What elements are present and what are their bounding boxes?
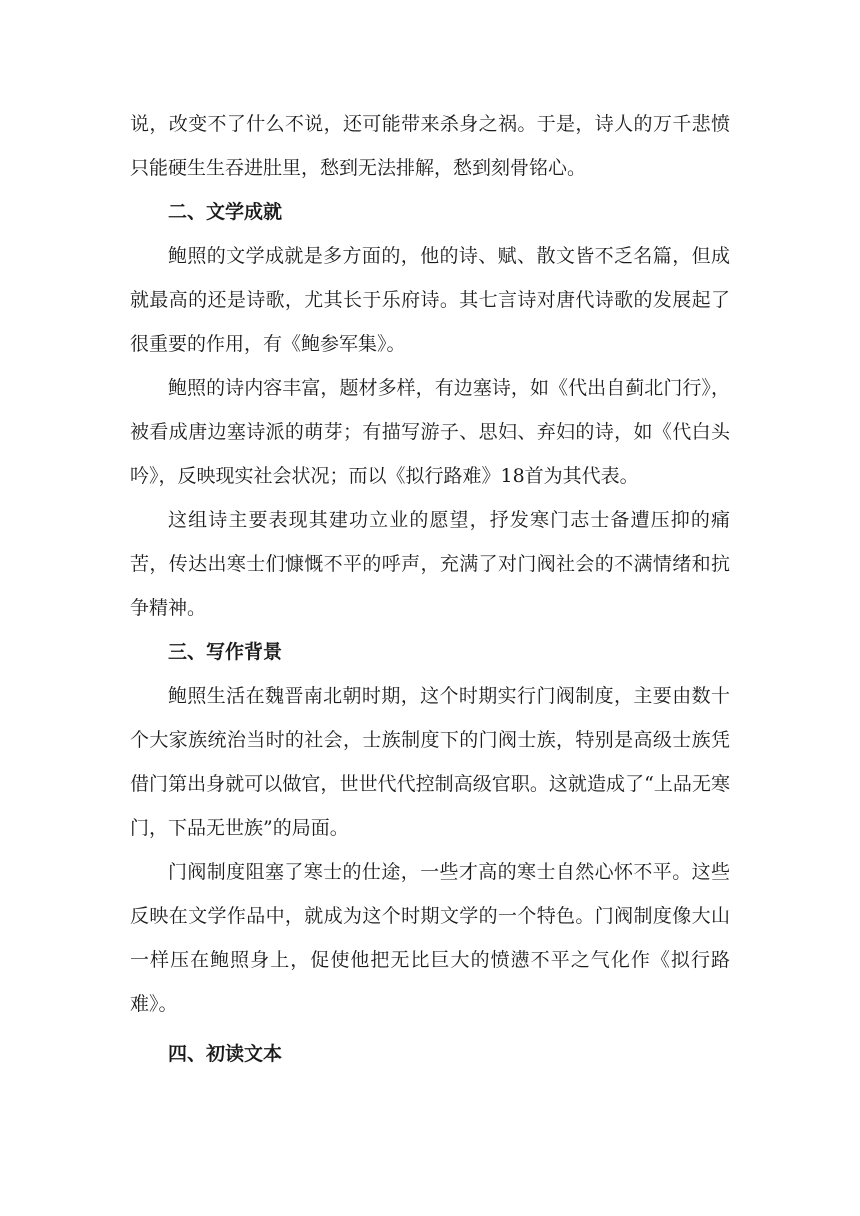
- section-heading-background: 三、写作背景: [168, 641, 283, 663]
- paragraph-clan-system: 门阀制度阻塞了寒士的仕途，一些才高的寒士自然心怀不平。这些反映在文学作品中，就成为这个时期文学的一个特色。门阀制度像大山一样压在鲍照身上，促使他把无比巨大的愤懑不平之气化作《拟行路难》。: [130, 861, 730, 1015]
- paragraph-poem-theme: 这组诗主要表现其建功立业的愿望，抒发寒门志士备遭压抑的痛苦，传达出寒士们慷慨不平的呼声，充满了对门阀社会的不满情绪和抗争精神。: [130, 509, 730, 619]
- section-heading-literary-achievement: 二、文学成就: [168, 201, 283, 223]
- paragraph-poetry-content: 鲍照的诗内容丰富，题材多样，有边塞诗，如《代出自蓟北门行》，被看成唐边塞诗派的萌芽；有描写游子、思妇、弃妇的诗，如《代白头吟》，反映现实社会状况；而以《拟行路难》18首为其代表。: [130, 377, 730, 487]
- paragraph-background: 鲍照生活在魏晋南北朝时期，这个时期实行门阀制度，主要由数十个大家族统治当时的社会，士族制度下的门阀士族，特别是高级士族凭借门第出身就可以做官，世世代代控制高级官职。这就造成了“上品无寒门，下品无世族”的局面。: [130, 685, 730, 839]
- section-heading-first-reading: 四、初读文本: [168, 1043, 283, 1065]
- paragraph-literary-achievement: 鲍照的文学成就是多方面的，他的诗、赋、散文皆不乏名篇，但成就最高的还是诗歌，尤其长于乐府诗。其七言诗对唐代诗歌的发展起了很重要的作用，有《鲍参军集》。: [130, 245, 730, 355]
- paragraph-continued: 说，改变不了什么不说，还可能带来杀身之祸。于是，诗人的万千悲愤只能硬生生吞进肚里，愁到无法排解，愁到刻骨铭心。: [130, 113, 730, 179]
- document-page: [130, 102, 730, 1076]
